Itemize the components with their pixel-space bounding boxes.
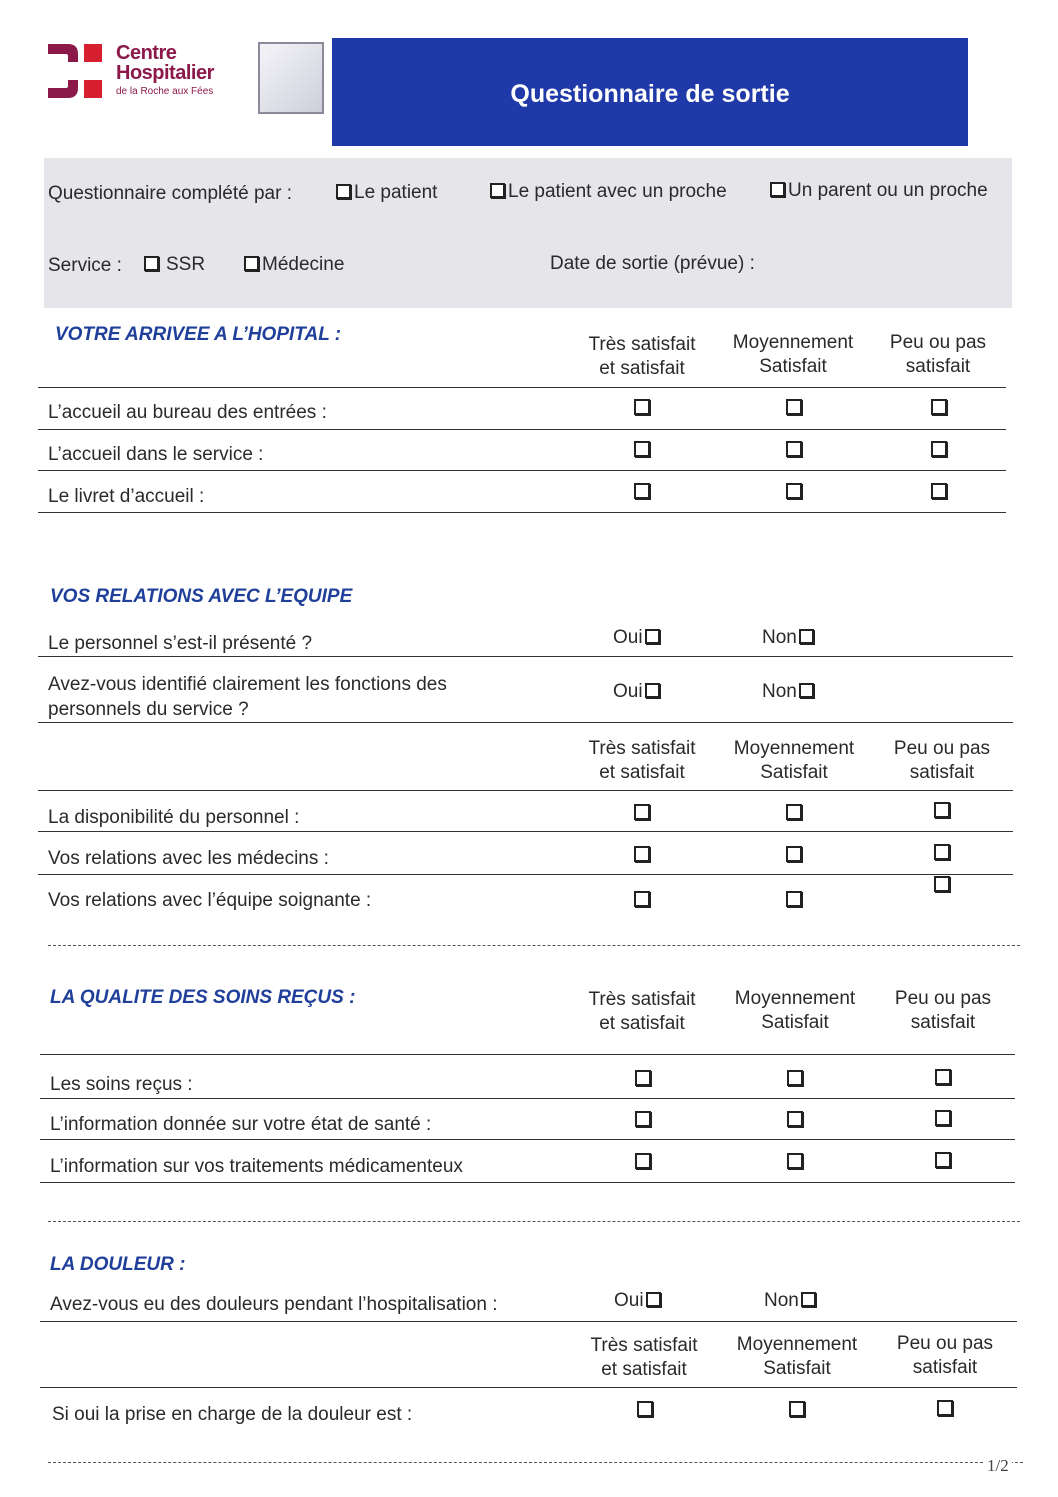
no-label: Non (762, 681, 797, 702)
scale-col2-header: Moyennement Satisfait (732, 332, 854, 377)
checkbox-yes-1[interactable] (645, 629, 660, 644)
yes-label: Oui (613, 681, 643, 702)
question-livret: Le livret d’accueil : (48, 486, 205, 507)
checkbox-q2-col1[interactable] (634, 441, 650, 457)
option-patient-label: Le patient (354, 182, 438, 203)
scale-col1-header: Très satisfait et satisfait (588, 989, 696, 1034)
checkbox-q7-col1[interactable] (635, 1070, 651, 1086)
checkbox-no-3[interactable] (801, 1292, 816, 1307)
scale-col1-header: Très satisfait et satisfait (588, 334, 696, 379)
question-relations-equipe: Vos relations avec l’équipe soignante : (48, 890, 372, 911)
checkbox-q9-col1[interactable] (635, 1153, 651, 1169)
logo-line2: Hospitalier (116, 62, 214, 84)
checkbox-q4-col2[interactable] (786, 804, 802, 820)
option-parent-label: Un parent ou un proche (788, 180, 988, 201)
checkbox-q7-col3[interactable] (935, 1069, 951, 1085)
no-option-1[interactable] (762, 627, 817, 649)
checkbox-medecine[interactable] (244, 256, 259, 271)
scale-col2-header: Moyennement Satisfait (736, 1334, 858, 1379)
question-accueil-service: L’accueil dans le service : (48, 444, 264, 465)
date-field[interactable] (790, 250, 1000, 278)
page-title: Questionnaire de sortie (510, 80, 790, 108)
yes-label: Oui (614, 1290, 644, 1311)
checkbox-patient-proche[interactable] (490, 183, 505, 198)
section-title-soins: LA QUALITE DES SOINS REÇUS : (50, 987, 356, 1008)
divider (38, 790, 1013, 791)
divider (40, 1182, 1015, 1183)
divider (40, 1054, 1015, 1055)
checkbox-q8-col1[interactable] (635, 1111, 651, 1127)
scale-col1-header: Très satisfait et satisfait (588, 738, 696, 783)
checkbox-q9-col3[interactable] (935, 1152, 951, 1168)
question-accueil-bureau: L’accueil au bureau des entrées : (48, 402, 327, 423)
checkbox-q10-col1[interactable] (637, 1401, 653, 1417)
checkbox-q3-col2[interactable] (786, 483, 802, 499)
divider (38, 470, 1006, 471)
checkbox-patient[interactable] (336, 184, 351, 199)
checkbox-q9-col2[interactable] (787, 1153, 803, 1169)
dashed-divider (48, 1462, 1023, 1463)
date-label: Date de sortie (prévue) : (550, 253, 755, 274)
question-personnel-presente: Le personnel s’est-il présenté ? (48, 633, 313, 654)
no-label: Non (764, 1290, 799, 1311)
hospital-logo (46, 40, 246, 110)
completed-by-label: Questionnaire complété par : (48, 183, 292, 204)
option-medecine[interactable] (242, 254, 344, 276)
option-patient-proche[interactable] (488, 181, 727, 203)
question-soins-recus: Les soins reçus : (50, 1074, 193, 1095)
divider (38, 387, 1006, 388)
checkbox-no-1[interactable] (799, 629, 814, 644)
checkbox-q4-col3[interactable] (934, 802, 950, 818)
divider (40, 1387, 1017, 1388)
option-parent[interactable] (768, 180, 988, 202)
checkbox-q7-col2[interactable] (787, 1070, 803, 1086)
yes-label: Oui (613, 627, 643, 648)
scale-col3-header: Peu ou pas satisfait (896, 1333, 994, 1378)
checkbox-q6-col2[interactable] (786, 891, 802, 907)
section-title-arrivee: VOTRE ARRIVEE A L’HOPITAL : (55, 324, 342, 345)
decorative-square (258, 42, 324, 114)
scale-col2-header: Moyennement Satisfait (733, 738, 855, 783)
question-fonctions-line1: Avez-vous identifié clairement les fonctions des (48, 674, 447, 695)
checkbox-q2-col2[interactable] (786, 441, 802, 457)
question-prise-en-charge-douleur: Si oui la prise en charge de la douleur est : (52, 1404, 413, 1425)
checkbox-q3-col3[interactable] (931, 483, 947, 499)
question-douleurs: Avez-vous eu des douleurs pendant l’hospitalisation : (50, 1294, 498, 1315)
divider (38, 429, 1006, 430)
yes-option-3[interactable] (614, 1290, 664, 1312)
page-number: 1/2 (984, 1456, 1012, 1476)
checkbox-q2-col3[interactable] (931, 441, 947, 457)
checkbox-ssr[interactable] (144, 256, 159, 271)
service-label: Service : (48, 255, 122, 276)
title-banner (332, 38, 968, 146)
yes-option-1[interactable] (613, 627, 663, 649)
divider (38, 656, 1013, 657)
yes-option-2[interactable] (613, 681, 663, 703)
checkbox-q1-col2[interactable] (786, 399, 802, 415)
scale-col3-header: Peu ou pas satisfait (889, 332, 987, 377)
divider (38, 874, 1013, 875)
option-ssr-label: SSR (166, 254, 206, 275)
scale-col1-header: Très satisfait et satisfait (590, 1335, 698, 1380)
scale-col3-header: Peu ou pas satisfait (893, 738, 991, 783)
divider (38, 722, 1013, 723)
checkbox-q8-col2[interactable] (787, 1111, 803, 1127)
checkbox-q5-col2[interactable] (786, 846, 802, 862)
option-medecine-label: Médecine (262, 254, 345, 275)
section-title-relations: VOS RELATIONS AVEC L’EQUIPE (50, 586, 353, 607)
option-patient[interactable] (334, 182, 437, 204)
logo-line3: de la Roche aux Fées (116, 86, 214, 97)
section-title-douleur: LA DOULEUR : (50, 1254, 186, 1275)
checkbox-q10-col2[interactable] (789, 1401, 805, 1417)
checkbox-q6-col3[interactable] (934, 876, 950, 892)
question-information-traitements: L’information sur vos traitements médicamenteux (50, 1156, 463, 1177)
logo-mark-icon (46, 40, 108, 102)
checkbox-q3-col1[interactable] (634, 483, 650, 499)
checkbox-q6-col1[interactable] (634, 891, 650, 907)
dashed-divider (48, 945, 1020, 946)
divider (38, 512, 1006, 513)
option-ssr[interactable] (142, 254, 205, 276)
no-label: Non (762, 627, 797, 648)
checkbox-no-2[interactable] (799, 683, 814, 698)
checkbox-q5-col1[interactable] (634, 846, 650, 862)
checkbox-q8-col3[interactable] (935, 1110, 951, 1126)
checkbox-parent[interactable] (770, 182, 785, 197)
question-disponibilite: La disponibilité du personnel : (48, 807, 300, 828)
option-patient-proche-label: Le patient avec un proche (508, 181, 727, 202)
checkbox-q4-col1[interactable] (634, 804, 650, 820)
checkbox-yes-3[interactable] (646, 1292, 661, 1307)
no-option-3[interactable] (764, 1290, 819, 1312)
no-option-2[interactable] (762, 681, 817, 703)
checkbox-yes-2[interactable] (645, 683, 660, 698)
checkbox-q5-col3[interactable] (934, 844, 950, 860)
divider (40, 1098, 1015, 1099)
checkbox-q10-col3[interactable] (937, 1400, 953, 1416)
scale-col2-header: Moyennement Satisfait (734, 988, 856, 1033)
question-fonctions-line2: personnels du service ? (48, 699, 249, 720)
question-relations-medecins: Vos relations avec les médecins : (48, 848, 329, 869)
logo-line1: Centre (116, 42, 177, 64)
divider (40, 1321, 1017, 1322)
scale-col3-header: Peu ou pas satisfait (894, 988, 992, 1033)
divider (38, 831, 1013, 832)
checkbox-q1-col1[interactable] (634, 399, 650, 415)
dashed-divider (48, 1221, 1020, 1222)
question-information-sante: L’information donnée sur votre état de santé : (50, 1114, 432, 1135)
divider (40, 1139, 1015, 1140)
checkbox-q1-col3[interactable] (931, 399, 947, 415)
